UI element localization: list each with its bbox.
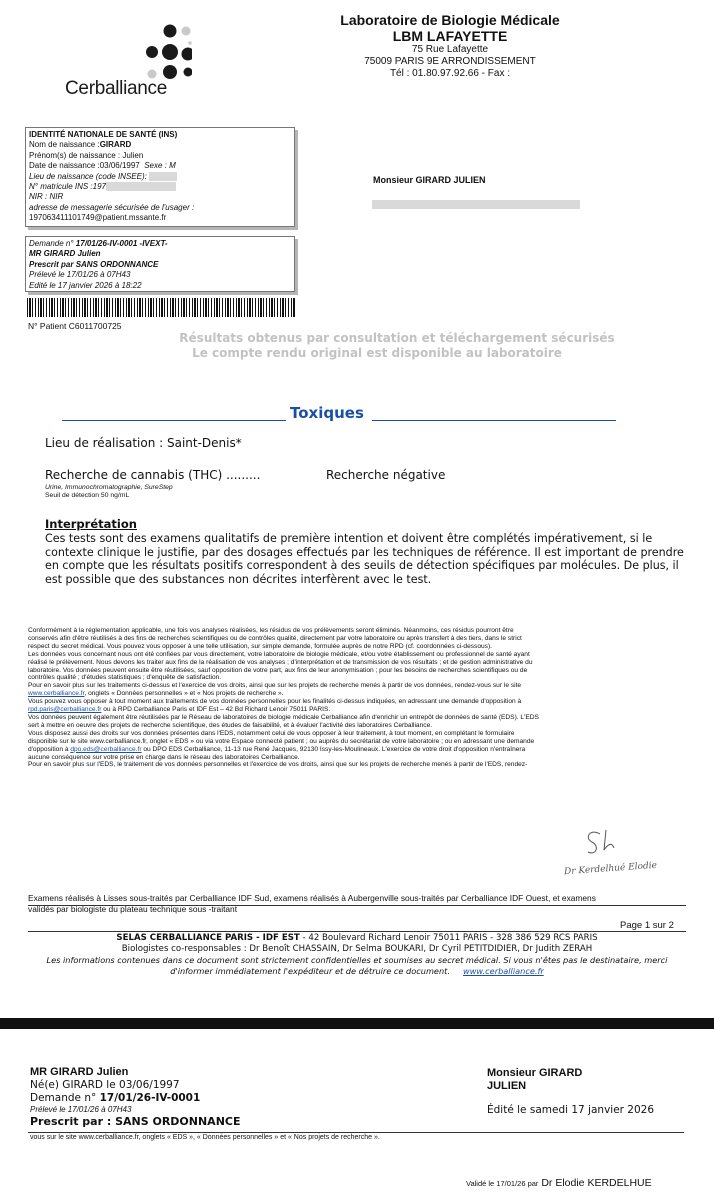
footer-site-link[interactable]: www.cerballiance.fr	[463, 966, 544, 976]
demande-number: 17/01/26-IV-0001 -IVEXT-	[75, 239, 168, 248]
page2-ne: Né(e) GIRARD le 03/06/1997	[30, 1079, 180, 1091]
ins-nir: NIR : NIR	[29, 192, 64, 202]
legal-line: respect du secret médical. Vous pouvez vous opposer à une telle utilisation, sur simple demande, formulée auprès de notre RPD (cf. coordonnées ci-dessous).	[28, 642, 493, 650]
footer-confidential-1: Les informations contenues dans ce document sont strictement confidentielles et soumises au secret médical. Si vous n'êtes pas le destinataire, merci	[46, 955, 668, 965]
legal-text: ou DPO EDS Cerballiance, 11-13 rue René Jacques, 92130 Issy-les-Moulineaux. L'exercice de votre droit d'opposition n'entraînera	[141, 745, 526, 753]
redacted-block	[149, 172, 177, 181]
redacted-block	[106, 182, 176, 191]
test-seuil: Seuil de détection 50 ng/mL	[45, 492, 130, 499]
legal-line	[28, 706, 692, 714]
examens-line: Examens réalisés à Lisses sous-traités par Cerballiance IDF Sud, examens réalisés à Aubergenville sous-traités par Cerballiance IDF Ouest, et examens	[28, 893, 596, 903]
demande-label: Demande n°	[29, 239, 74, 248]
demande-prescrit: Prescrit par SANS ORDONNANCE	[29, 259, 159, 269]
lab-street: 75 Rue Lafayette	[411, 44, 489, 55]
footer-biologistes: Biologistes co-responsables : Dr Benoît CHASSAIN, Dr Selma BOUKARI, Dr Cyril PETITDIDIER, Dr Judith ZERAH	[121, 944, 593, 954]
lab-short-name: LBM LAFAYETTE	[392, 28, 508, 44]
demande-patient: MR GIRARD Julien	[29, 249, 101, 259]
barcode	[27, 298, 295, 317]
redacted-address	[372, 200, 580, 209]
legal-line: disponible sur le site www.cerballiance.fr, onglet « EDS » ou via votre Espace connecté patient ; ou auprès du secrétariat de votre laboratoire ; ou en adressant une demande	[28, 737, 535, 745]
legal-line: Conformément à la réglementation applicable, une fois vos analyses réalisées, les résidus de vos prélèvements seront éliminés. Néanmoins, ces résidus pourront être	[28, 627, 514, 634]
legal-line	[28, 690, 692, 698]
ins-nom-value: GIRARD	[99, 140, 132, 150]
legal-line: Pour en savoir plus sur les traitements ci-dessus et l'exercice de vos droits, ainsi que sur les projets de recherche menés à partir de vos données, rendez-vous sur le site	[28, 682, 522, 690]
legal-line: Les données vous concernant nous ont été confiées par vous directement, votre laboratoire de biologie médicale, et/ou votre établissement ou professionnel de santé ayant	[28, 650, 530, 658]
addressee-name: Monsieur GIRARD JULIEN	[373, 175, 486, 185]
lab-city: 75009 PARIS 9E ARRONDISSEMENT	[364, 56, 536, 67]
demande-preleve: Prélevé le 17/01/26 à 07H43	[29, 270, 131, 280]
ins-title: IDENTITÉ NATIONALE DE SANTÉ (INS)	[29, 130, 178, 139]
legal-line: Pour en savoir plus sur l'EDS, le traitement de vos données personnelles et l'exercice de vos droits, ainsi que sur les projets de recherche menés à partir de l'EDS, rendez-	[28, 761, 528, 769]
page2-patient-block	[30, 1066, 241, 1128]
ins-matricule	[29, 182, 291, 192]
page2-name: MR GIRARD Julien	[30, 1066, 129, 1078]
page2-demande-number: 17/01/26-IV-0001	[99, 1092, 201, 1104]
lab-address	[300, 12, 600, 80]
ins-messagerie-label: adresse de messagerie sécurisée de l'usager :	[29, 202, 195, 212]
legal-text: ou à RPD Cerballiance Paris et IDF Est – 42 Bd Richard Lenoir 75011 PARIS.	[101, 706, 331, 714]
lab-name: Laboratoire de Biologie Médicale	[340, 12, 560, 28]
footer-selas	[0, 933, 714, 944]
test-result: Recherche négative	[326, 468, 446, 482]
ins-lieu-label: Lieu de naissance (code INSEE):	[29, 171, 147, 181]
page-separator	[0, 1018, 714, 1029]
validation-line	[466, 1173, 652, 1191]
interpretation-line: en compte que les résultats positifs correspondent à des seuils de détection spécifiques par molécules. De plus, il	[45, 559, 679, 572]
interpretation-body	[45, 532, 695, 586]
legal-line: laboratoire. Vos données peuvent ensuite être réutilisées, sauf opposition de votre part, aux fins de leur anonymisation ; pour les besoins de recherches scientifiques ou de	[28, 666, 528, 674]
page2-rule	[28, 1132, 684, 1133]
ins-ddn-value: Date de naissance :03/06/1997	[29, 161, 140, 171]
page-number: Page 1 sur 2	[620, 920, 674, 931]
ins-matricule-label: N° matricule INS :197	[29, 182, 107, 192]
ins-sexe: Sexe : M	[144, 161, 176, 171]
lieu-realisation: Lieu de réalisation : Saint-Denis*	[45, 436, 242, 450]
dpo-email-link[interactable]: dpo.eds@cerballiance.fr	[70, 745, 142, 753]
interpretation-line: est possible que des substances non décrites interfèrent avec le test.	[45, 572, 432, 586]
interpretation-title: Interprétation	[45, 517, 137, 531]
examens-line: validés par biologiste du plateau technique sous -traitant	[28, 903, 238, 914]
legal-line: aucune conséquence sur votre prise en charge dans le réseau des laboratoires Cerballiance.	[28, 753, 300, 761]
signature-name: Dr Kerdelhué Elodie	[563, 860, 658, 878]
legal-line	[28, 746, 692, 754]
page2-edite: Édité le samedi 17 janvier 2026	[487, 1104, 655, 1116]
demande-edite: Edité le 17 janvier 2026 à 18:22	[29, 280, 142, 290]
demande-box	[25, 236, 295, 292]
footer-confidential-2	[0, 966, 714, 977]
page2-demande-label: Demande n°	[30, 1092, 97, 1104]
section-rule-left	[62, 420, 286, 421]
legal-line: sert à mettre en oeuvre des projets de recherche scientifique, des études de faisabilité, et à évaluer l'activité des laboratoires Cerballiance.	[28, 721, 433, 729]
page2-continuation: vous sur le site www.cerballiance.fr, onglets « EDS », « Données personnelles » et « Nos projets de recherche ».	[30, 1134, 380, 1141]
section-title: Toxiques	[290, 404, 364, 422]
watermark-line-2: Le compte rendu original est disponible au laboratoire	[192, 346, 562, 360]
cerballiance-link[interactable]: www.cerballiance.fr	[28, 690, 85, 698]
footer-rule	[28, 931, 686, 932]
legal-line: Vous pouvez vous opposer à tout moment aux traitements de vos données personnelles pour les finalités ci-dessus indiquées, en adressant une demande d'opposition à	[28, 698, 522, 706]
legal-line: Vos données peuvent également être réutilisées par le Réseau de laboratoires de biologie médicale Cerballiance afin d'enrichir un entrepôt de données de santé (EDS). L'EDS	[28, 713, 539, 721]
legal-line: Vous disposez aussi des droits sur vos données présentes dans l'EDS, notamment celui de vous opposer à leur traitement, à tout moment, en complétant le formulaire	[28, 729, 515, 737]
ins-messagerie-value: 197063411101749@patient.mssante.fr	[29, 213, 167, 223]
validation-doctor: Dr Elodie KERDELHUE	[538, 1177, 652, 1189]
rpd-email-link[interactable]: rpd.paris@cerballiance.fr	[28, 706, 102, 714]
test-method: Urine, Immunochromatographie, SureStep	[45, 484, 173, 491]
ins-nom-label: Nom de naissance :	[29, 140, 100, 150]
legal-line: contrôles qualité ; d'études statistiques ; d'enquête de satisfaction.	[28, 674, 222, 682]
interpretation-line: contexte clinique le justifie, par des dosages effectués par les techniques de référence. Il est important de prendre	[45, 545, 684, 559]
page2-dest-line1: Monsieur GIRARD	[487, 1067, 583, 1079]
ins-nom	[29, 140, 291, 150]
patient-number: N° Patient C6011700725	[28, 321, 122, 331]
ins-lieu	[29, 172, 291, 182]
demande-line	[29, 239, 291, 249]
ins-ddn	[29, 161, 291, 171]
page2-prescrit: Prescrit par : SANS ORDONNANCE	[30, 1115, 241, 1128]
logo-text: Cerballiance	[65, 78, 168, 99]
footer-selas-name: SELAS CERBALLIANCE PARIS - IDF EST	[116, 933, 300, 943]
lab-phone: Tél : 01.80.97.92.66 - Fax :	[389, 68, 511, 79]
ins-box	[25, 127, 295, 227]
legal-text: , onglets « Données personnelles » et « Nos projets de recherche ».	[84, 690, 284, 698]
footer	[0, 933, 714, 977]
signature	[560, 822, 690, 884]
validation-date: Validé le 17/01/26 par	[466, 1179, 539, 1188]
legal-line: réalisé le prélèvement. Nous devons les traiter aux fins de la réalisation de vos analyses ; d'interprétation et de transmission de vos résultats ; et de gestion administrative du	[28, 658, 533, 666]
page2-dest-line2: JULIEN	[487, 1080, 527, 1092]
examens-note	[28, 893, 596, 914]
watermark-line-1: Résultats obtenus par consultation et téléchargement sécurisés	[179, 331, 615, 345]
page2-demande	[30, 1092, 241, 1105]
legal-text: d'opposition à	[28, 745, 71, 753]
footer-selas-address: - 42 Boulevard Richard Lenoir 75011 PARIS - 328 386 529 RCS PARIS	[299, 933, 598, 943]
ins-prenom: Prénom(s) de naissance : Julien	[29, 150, 144, 160]
footer-confidential-text: d'informer immédiatement l'expéditeur et de détruire ce document.	[170, 966, 450, 976]
page2-dest	[487, 1067, 582, 1093]
examens-rule	[28, 905, 686, 906]
test-name: Recherche de cannabis (THC) .........	[45, 468, 261, 482]
legal-line: conservés afin d'être réutilisés à des fins de recherches scientifiques ou de contrôles qualité, directement par votre laboratoire ou après transfert à des tiers, dans le strict	[28, 634, 522, 642]
interpretation-line: Ces tests sont des examens qualitatifs de première intention et doivent être complétés impérativement, si le	[45, 532, 653, 545]
legal-notice	[28, 627, 692, 769]
section-rule-right	[372, 420, 616, 421]
page2-preleve: Prélevé le 17/01/26 à 07H43	[30, 1105, 132, 1114]
